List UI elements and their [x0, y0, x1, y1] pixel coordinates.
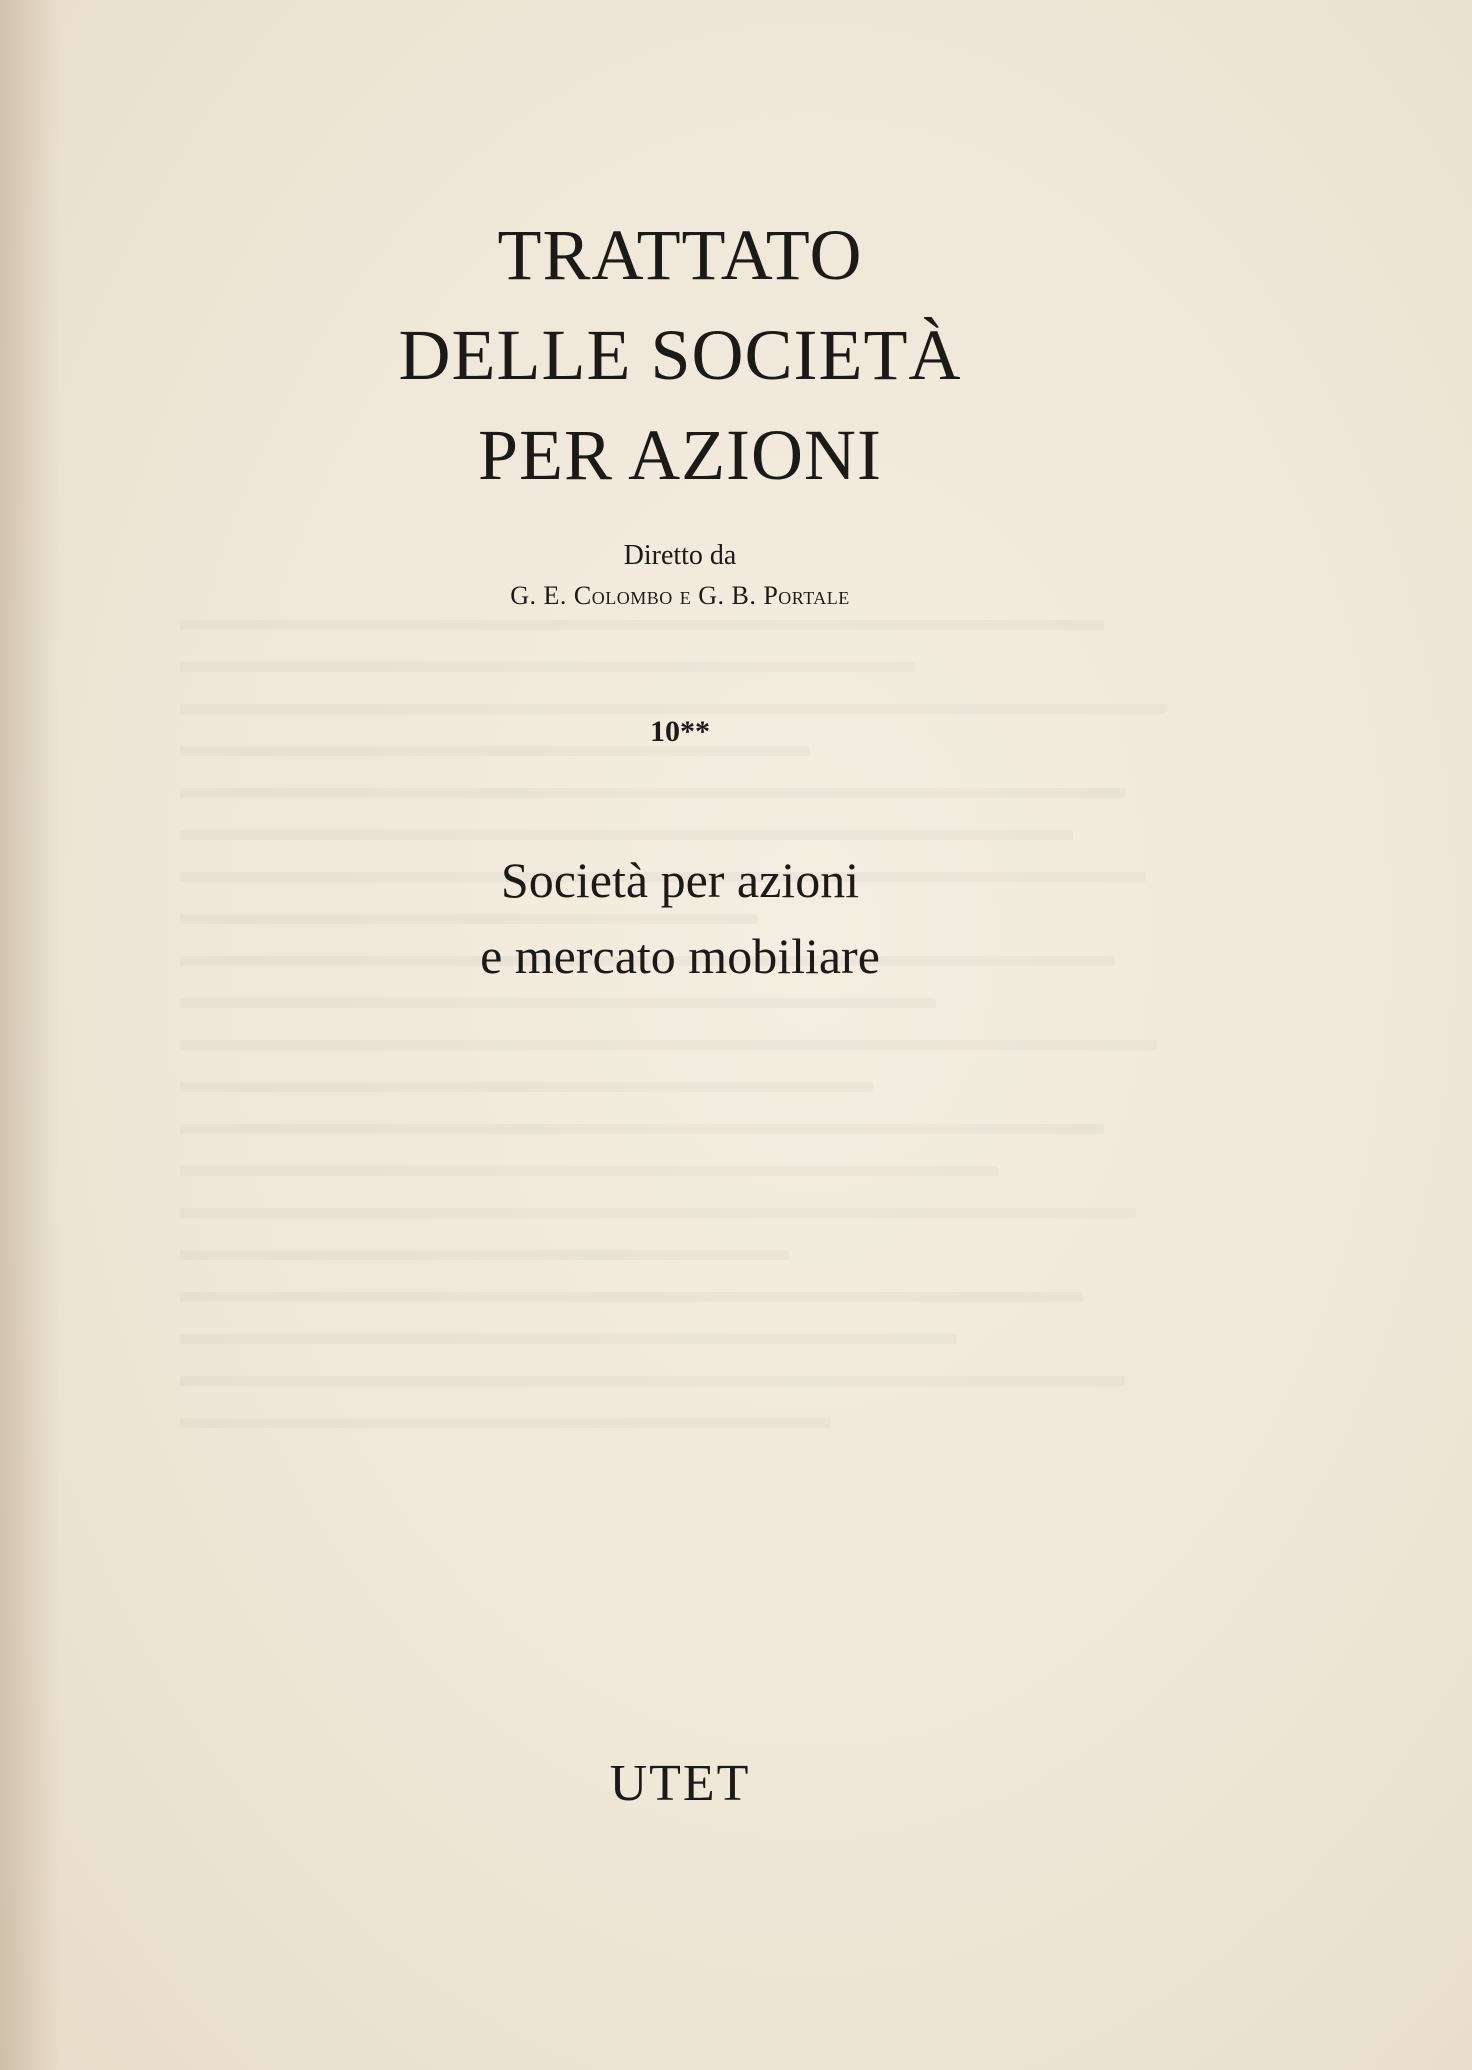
volume-title-line-1: Società per azioni	[500, 852, 860, 908]
publisher-name: UTET	[609, 1755, 751, 1812]
series-title-line-2: DELLE SOCIETÀ	[398, 315, 962, 395]
series-title-line-1: TRATTATO	[497, 215, 863, 295]
volume-title	[0, 842, 1360, 994]
volume-title-line-2: e mercato mobiliare	[480, 928, 880, 984]
series-title-line-3: PER AZIONI	[478, 415, 882, 495]
series-title	[0, 205, 1360, 505]
directed-by-label: Diretto da	[623, 540, 737, 571]
volume-number: 10**	[650, 715, 710, 748]
editors: G. E. Colombo e G. B. Portale	[510, 581, 850, 610]
show-through-text	[180, 620, 1230, 1820]
